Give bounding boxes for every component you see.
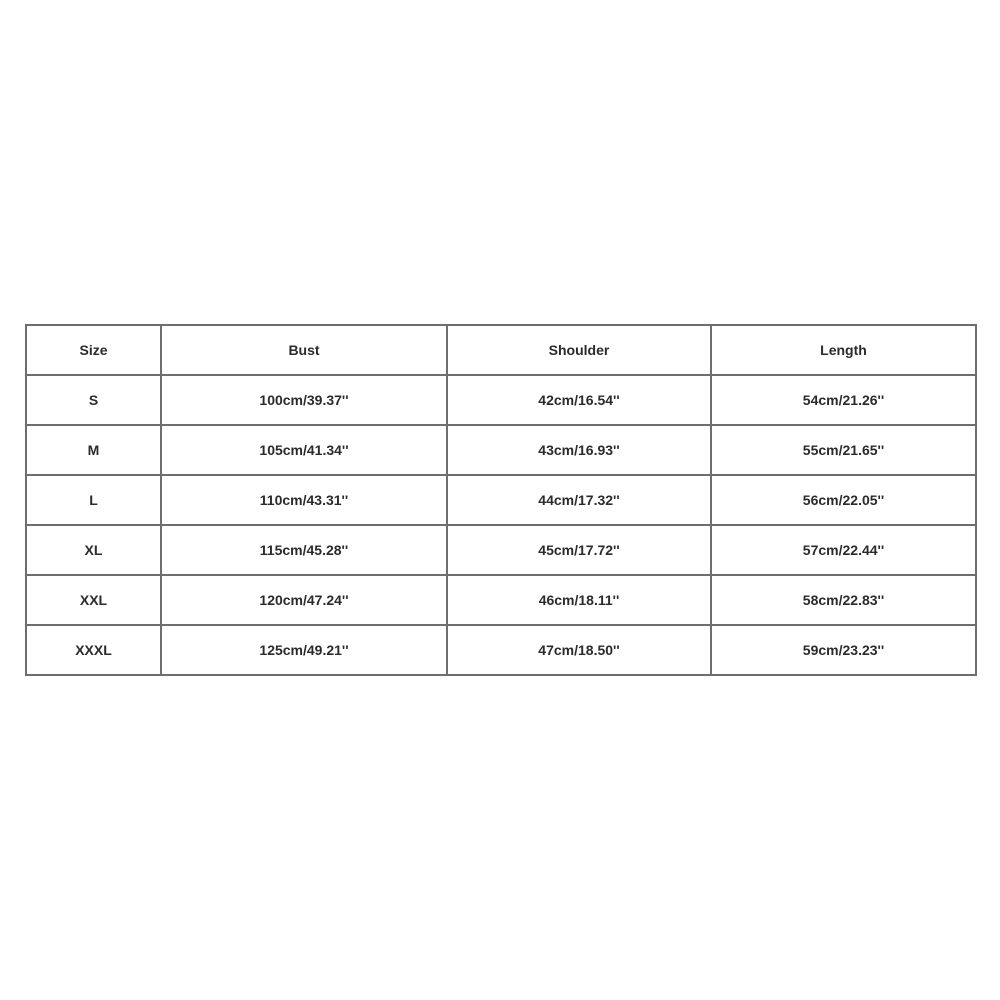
table-row — [26, 575, 976, 625]
cell-size: M — [26, 425, 161, 475]
cell-shoulder: 43cm/16.93'' — [447, 425, 711, 475]
cell-size: XL — [26, 525, 161, 575]
table-row — [26, 625, 976, 675]
table-body — [26, 375, 976, 675]
size-chart-table — [25, 324, 977, 676]
cell-bust: 110cm/43.31'' — [161, 475, 447, 525]
header-shoulder: Shoulder — [447, 325, 711, 375]
cell-shoulder: 42cm/16.54'' — [447, 375, 711, 425]
cell-bust: 105cm/41.34'' — [161, 425, 447, 475]
cell-length: 58cm/22.83'' — [711, 575, 976, 625]
table-row — [26, 525, 976, 575]
cell-length: 59cm/23.23'' — [711, 625, 976, 675]
header-length: Length — [711, 325, 976, 375]
table-row — [26, 425, 976, 475]
cell-shoulder: 45cm/17.72'' — [447, 525, 711, 575]
header-size: Size — [26, 325, 161, 375]
cell-size: L — [26, 475, 161, 525]
cell-length: 56cm/22.05'' — [711, 475, 976, 525]
cell-shoulder: 44cm/17.32'' — [447, 475, 711, 525]
table-row — [26, 375, 976, 425]
cell-length: 57cm/22.44'' — [711, 525, 976, 575]
cell-size: S — [26, 375, 161, 425]
cell-size: XXXL — [26, 625, 161, 675]
cell-shoulder: 46cm/18.11'' — [447, 575, 711, 625]
cell-bust: 125cm/49.21'' — [161, 625, 447, 675]
table-header — [26, 325, 976, 375]
cell-size: XXL — [26, 575, 161, 625]
cell-length: 55cm/21.65'' — [711, 425, 976, 475]
header-bust: Bust — [161, 325, 447, 375]
cell-bust: 120cm/47.24'' — [161, 575, 447, 625]
cell-bust: 100cm/39.37'' — [161, 375, 447, 425]
cell-shoulder: 47cm/18.50'' — [447, 625, 711, 675]
cell-bust: 115cm/45.28'' — [161, 525, 447, 575]
cell-length: 54cm/21.26'' — [711, 375, 976, 425]
header-row — [26, 325, 976, 375]
table-row — [26, 475, 976, 525]
